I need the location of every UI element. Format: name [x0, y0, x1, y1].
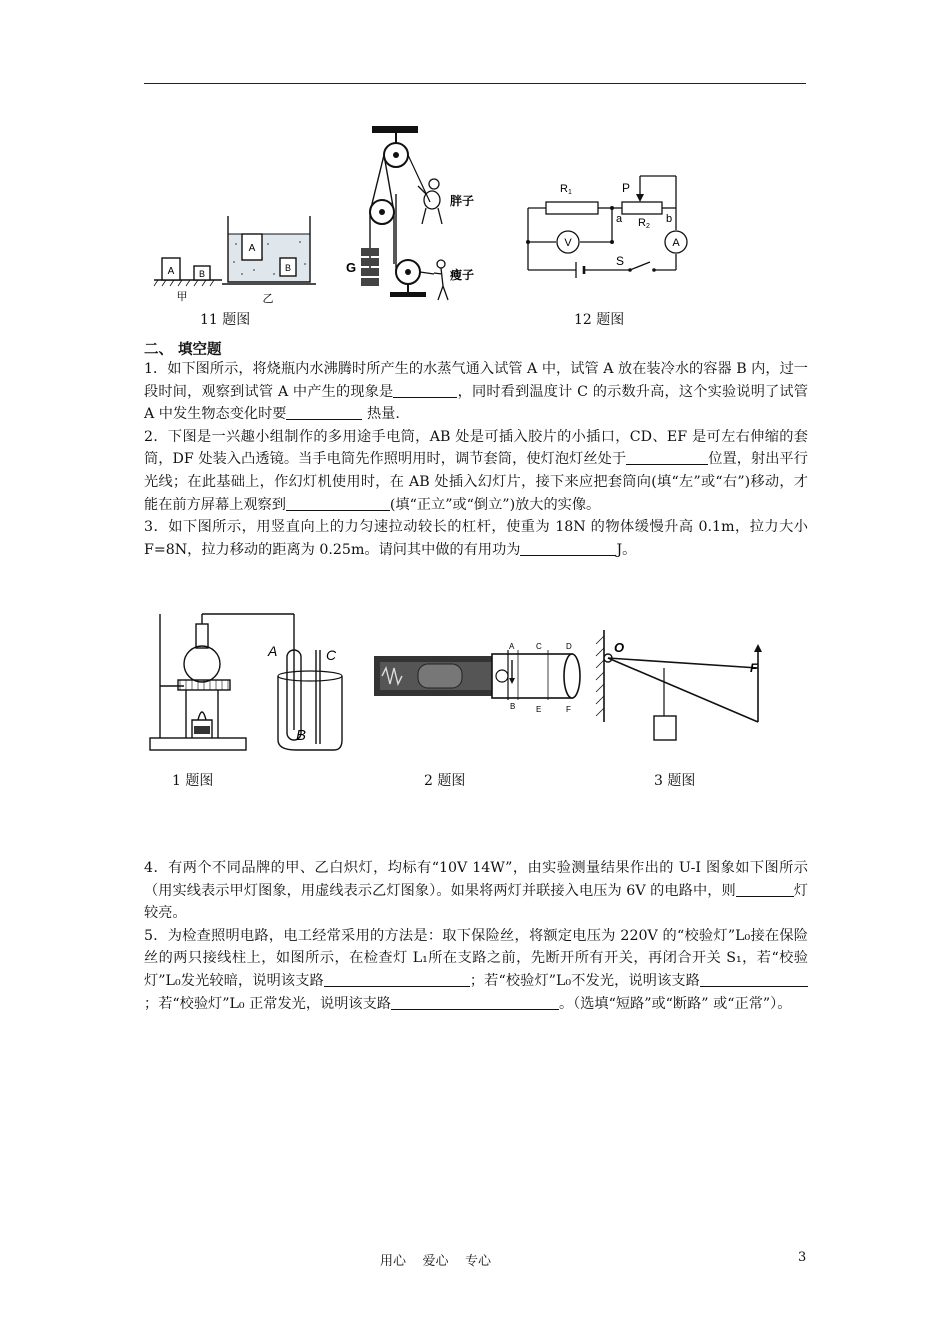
label-ammeter: A — [672, 237, 680, 249]
label-r1-sub: 1 — [568, 189, 572, 196]
figure-12-circuit — [520, 170, 700, 282]
answer-blank-1a[interactable] — [393, 382, 457, 398]
answer-blank-4[interactable] — [736, 881, 794, 897]
caption-fig3: 3 题图 — [654, 773, 696, 789]
label-fig2-b: B — [510, 702, 516, 711]
label-fig3-o: O — [614, 640, 625, 655]
header-rule — [144, 83, 806, 84]
page-number: 3 — [798, 1250, 807, 1265]
answer-blank-5b[interactable] — [700, 971, 808, 987]
label-r2-sub: 2 — [646, 223, 650, 230]
questions-block-2 — [144, 857, 808, 1015]
caption-fig12: 12 题图 — [574, 312, 625, 328]
label-voltmeter: V — [564, 237, 572, 249]
label-a-node: a — [616, 213, 623, 225]
caption-fig11: 11 题图 — [200, 312, 251, 328]
caption-fig2: 2 题图 — [424, 773, 466, 789]
section-heading: 二、 填空题 — [144, 342, 222, 358]
figure-11-diagram — [150, 124, 480, 308]
label-fig11-b: B — [198, 269, 206, 279]
label-fig1-c: C — [326, 647, 337, 663]
answer-blank-1b[interactable] — [286, 404, 362, 420]
answer-blank-2b[interactable] — [286, 495, 390, 511]
label-thin: 瘦子 — [450, 268, 475, 282]
label-fig11-a: A — [167, 266, 175, 277]
question-1: 1．如下图所示，将烧瓶内水沸腾时所产生的水蒸气通入试管 A 中，试管 A 放在装冷水的容器 B 内，过一段时间，观察到试管 A 中产生的现象是 ，同时看到温度计 C 的示数升高，这个实验说明了试管 A 中发生物态变化时要 热量. — [144, 361, 808, 423]
label-fig2-e: E — [536, 705, 542, 714]
label-switch: S — [616, 254, 625, 268]
answer-blank-2a[interactable] — [626, 449, 708, 465]
label-b-node: b — [666, 213, 673, 225]
question-2: 2．下图是一兴趣小组制作的多用途手电筒，AB 处是可插入胶片的小插口，CD、EF 是可左右伸缩的套筒，DF 处装入凸透镜。当手电筒先作照明用时，调节套筒，使灯泡灯丝处于 位置，射出平行光线；在此基础上，作幻灯机使用时，在 AB 处插入幻灯片，接下来应把套筒向(填“左”或“右”)移动，才能在前方屏幕上观察到 (填“正立”或“倒立”)放大的实像。 — [144, 428, 808, 513]
figure-2-flashlight — [372, 636, 588, 716]
label-fig11-a2: A — [248, 243, 256, 254]
label-fig2-c: C — [536, 642, 542, 651]
label-fig2-f: F — [566, 705, 571, 714]
figure-3-lever — [588, 626, 772, 756]
label-fig1-a: A — [268, 643, 278, 659]
caption-fig1: 1 题图 — [172, 773, 214, 789]
label-fig1-b: B — [296, 727, 307, 744]
label-fig2-d: D — [566, 642, 572, 651]
answer-blank-3[interactable] — [520, 540, 616, 556]
label-r1: R — [560, 183, 568, 195]
label-g: G — [346, 260, 357, 275]
label-fig11-b2: B — [284, 263, 292, 273]
footer-text: 用心 爱心 专心 — [380, 1254, 492, 1269]
answer-blank-5a[interactable] — [324, 971, 470, 987]
label-jia: 甲 — [176, 291, 188, 303]
label-fig2-a: A — [509, 642, 515, 651]
label-fat: 胖子 — [450, 194, 475, 208]
label-r2: R — [638, 217, 646, 229]
question-5: 5．为检查照明电路，电工经常采用的方法是：取下保险丝，将额定电压为 220V 的“校验灯”L₀接在保险丝的两只接线柱上，如图所示，在检查灯 L₁所在支路之前，先断开所有开关，再闭合开关 S₁，若“校验灯”L₀发光较暗，说明该支路 ；若“校验灯”L₀不发光，说明该支路；若“校验灯”L₀ 正常发光，说明该支路 。（选填“短路”或“断路” 或“正常”）。 — [144, 927, 808, 1012]
label-p: P — [622, 181, 631, 195]
questions-block-1 — [144, 358, 808, 561]
label-yi: 乙 — [262, 293, 274, 305]
answer-blank-5c[interactable] — [391, 994, 559, 1010]
figure-1-apparatus — [146, 610, 346, 758]
question-4: 4．有两个不同品牌的甲、乙白炽灯，均标有“10V 14W”，由实验测量结果作出的 U-I 图象如下图所示（用实线表示甲灯图象，用虚线表示乙灯图象）。如果将两灯并联接入电压为 6V 的电路中，则 灯较亮。 — [144, 860, 808, 922]
label-fig3-f: F — [750, 661, 758, 675]
question-3: 3．如下图所示，用竖直向上的力匀速拉动较长的杠杆，使重为 18N 的物体缓慢升高 0.1m，拉力大小 F=8N，拉力移动的距离为 0.25m。请问其中做的有用功为 J。 — [144, 519, 808, 558]
